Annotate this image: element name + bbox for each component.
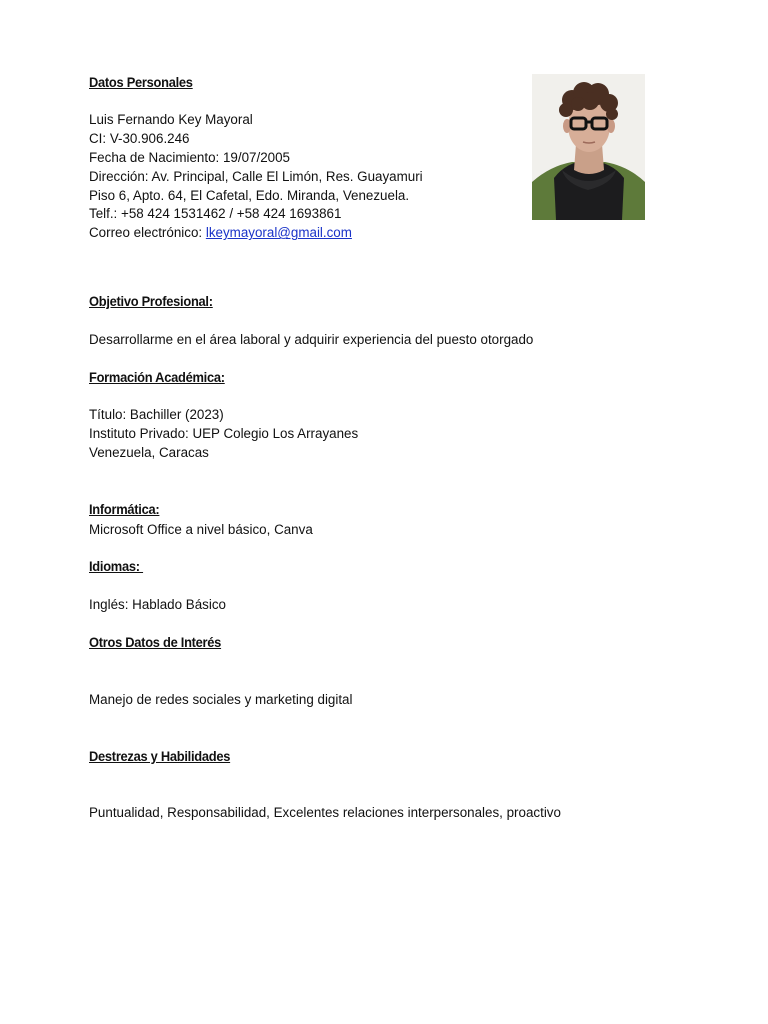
skills-heading: Destrezas y Habilidades bbox=[89, 748, 231, 764]
birth-date: Fecha de Nacimiento: 19/07/2005 bbox=[89, 149, 290, 165]
profile-photo bbox=[532, 74, 645, 220]
email-label: Correo electrónico: bbox=[89, 225, 206, 241]
portrait-image bbox=[532, 74, 645, 220]
email-link[interactable]: lkeymayoral@gmail.com bbox=[205, 225, 352, 241]
education-heading: Formación Académica: bbox=[89, 369, 225, 385]
languages-text: Inglés: Hablado Básico bbox=[89, 597, 226, 612]
education-location: Venezuela, Caracas bbox=[89, 444, 209, 460]
computing-text: Microsoft Office a nivel básico, Canva bbox=[89, 522, 313, 537]
skills-text: Puntualidad, Responsabilidad, Excelentes relaciones interpersonales, proactivo bbox=[89, 805, 561, 820]
other-text: Manejo de redes sociales y marketing digital bbox=[89, 692, 353, 707]
objective-text: Desarrollarme en el área laboral y adquirir experiencia del puesto otorgado bbox=[89, 332, 534, 347]
full-name: Luis Fernando Key Mayoral bbox=[89, 112, 253, 127]
email-line bbox=[89, 224, 423, 243]
personal-data-heading: Datos Personales bbox=[89, 74, 193, 90]
id-number: CI: V-30.906.246 bbox=[89, 130, 190, 146]
other-heading: Otros Datos de Interés bbox=[89, 634, 222, 650]
education-title: Título: Bachiller (2023) bbox=[89, 407, 224, 422]
computing-heading: Informática: bbox=[89, 501, 160, 517]
objective-heading: Objetivo Profesional: bbox=[89, 293, 213, 309]
education-institute: Instituto Privado: UEP Colegio Los Arrayanes bbox=[89, 425, 359, 441]
education-block bbox=[89, 406, 358, 463]
phone-numbers: Telf.: +58 424 1531462 / +58 424 1693861 bbox=[89, 206, 342, 222]
address-line-1: Dirección: Av. Principal, Calle El Limón, Res. Guayamuri bbox=[89, 168, 423, 184]
personal-data-block bbox=[89, 111, 423, 243]
languages-heading: Idiomas: bbox=[89, 558, 144, 574]
address-line-2: Piso 6, Apto. 64, El Cafetal, Edo. Miranda, Venezuela. bbox=[89, 187, 410, 203]
